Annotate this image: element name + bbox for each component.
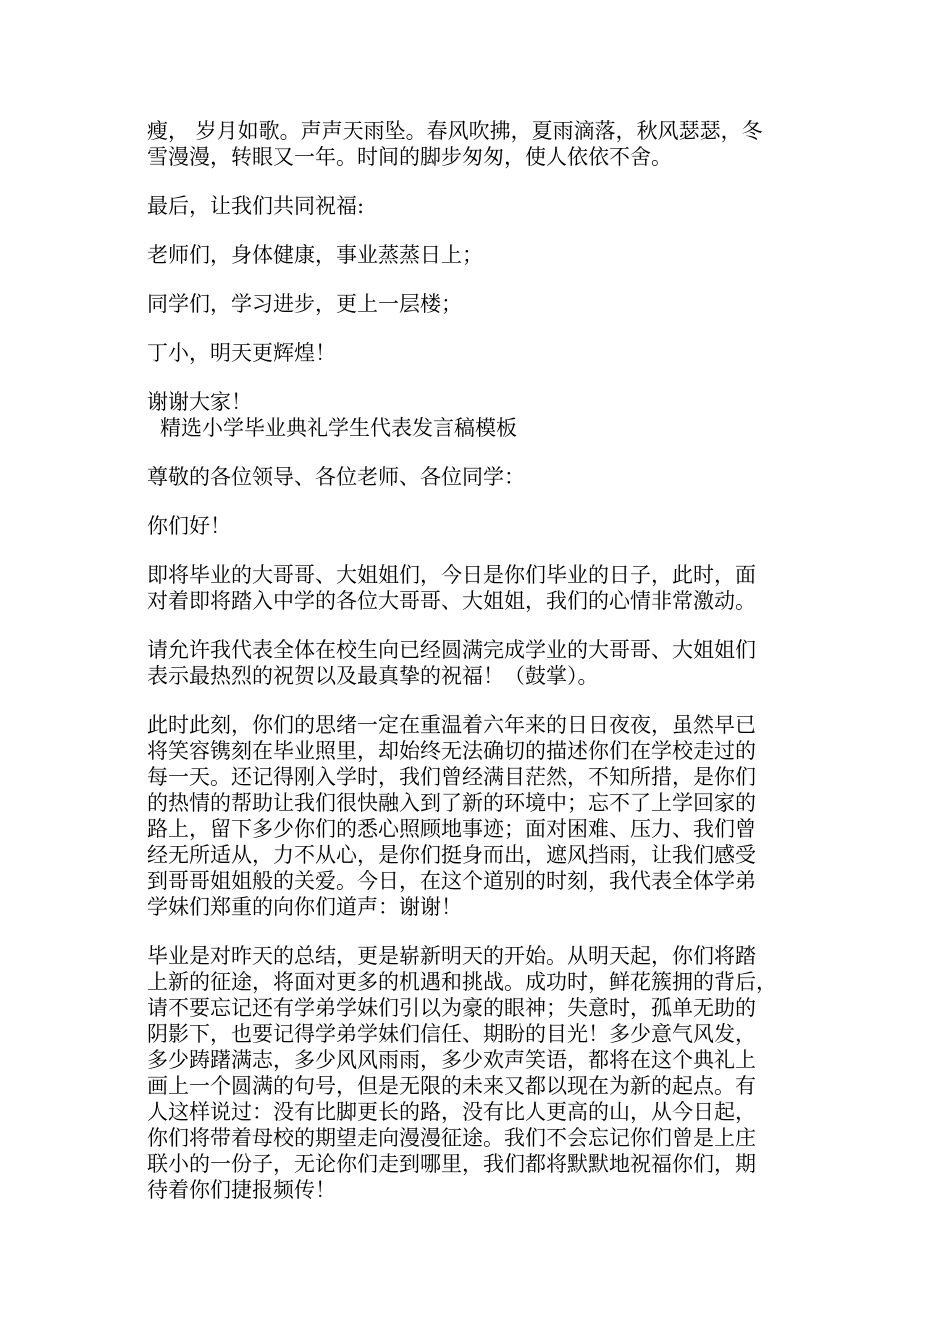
paragraph-line: 待着你们捷报频传！	[147, 1178, 336, 1202]
paragraph-line: 多少踌躇满志，多少风风雨雨，多少欢声笑语，都将在这个典礼上	[147, 1048, 756, 1072]
paragraph-line: 丁小，明天更辉煌！	[147, 341, 336, 365]
paragraph-line: 同学们，学习进步，更上一层楼；	[147, 292, 462, 316]
paragraph-line: 毕业是对昨天的总结，更是崭新明天的开始。从明天起，你们将踏	[147, 944, 756, 968]
paragraph-line: 联小的一份子，无论你们走到哪里，我们都将默默地祝福你们，期	[147, 1152, 756, 1176]
paragraph-line: 上新的征途，将面对更多的机遇和挑战。成功时，鲜花簇拥的背后，	[147, 970, 777, 994]
paragraph-line: 谢谢大家！	[147, 390, 252, 414]
paragraph-line: 请允许我代表全体在校生向已经圆满完成学业的大哥哥、大姐姐们	[147, 638, 756, 662]
paragraph-line: 每一天。还记得刚入学时，我们曾经满目茫然，不知所措，是你们	[147, 765, 756, 789]
paragraph-line: 瘦， 岁月如歌。声声天雨坠。春风吹拂，夏雨滴落，秋风瑟瑟，冬	[147, 119, 763, 143]
paragraph-line: 你们将带着母校的期望走向漫漫征途。我们不会忘记你们曾是上庄	[147, 1126, 756, 1150]
paragraph-line: 你们好！	[147, 514, 231, 538]
paragraph-line: 此时此刻，你们的思绪一定在重温着六年来的日日夜夜，虽然早已	[147, 713, 756, 737]
paragraph-line: 画上一个圆满的句号，但是无限的未来又都以现在为新的起点。有	[147, 1074, 756, 1098]
paragraph-line: 人这样说过：没有比脚更长的路，没有比人更高的山，从今日起，	[147, 1100, 756, 1124]
paragraph-line: 路上，留下多少你们的悉心照顾地事迹；面对困难、压力、我们曾	[147, 817, 756, 841]
paragraph-line: 对着即将踏入中学的各位大哥哥、大姐姐，我们的心情非常激动。	[147, 589, 756, 613]
paragraph-line: 到哥哥姐姐般的关爱。今日，在这个道别的时刻，我代表全体学弟	[147, 869, 756, 893]
paragraph-line: 尊敬的各位领导、各位老师、各位同学：	[147, 465, 525, 489]
paragraph-line: 表示最热烈的祝贺以及最真挚的祝福！（鼓掌）。	[147, 664, 599, 688]
document-page	[147, 118, 817, 1203]
paragraph-line: 最后，让我们共同祝福:	[147, 194, 365, 218]
paragraph-line: 的热情的帮助让我们很快融入到了新的环境中；忘不了上学回家的	[147, 791, 756, 815]
paragraph-line: 请不要忘记还有学弟学妹们引以为豪的眼神；失意时，孤单无助的	[147, 996, 756, 1020]
paragraph-line: 经无所适从，力不从心，是你们挺身而出，遮风挡雨，让我们感受	[147, 843, 756, 867]
paragraph-line: 雪漫漫，转眼又一年。时间的脚步匆匆，使人依依不舍。	[147, 145, 672, 169]
paragraph-line: 将笑容镌刻在毕业照里，却始终无法确切的描述你们在学校走过的	[147, 739, 756, 763]
paragraph-line: 阴影下，也要记得学弟学妹们信任、期盼的目光！多少意气风发，	[147, 1022, 756, 1046]
section-title: 精选小学毕业典礼学生代表发言稿模板	[160, 416, 517, 440]
paragraph-line: 老师们，身体健康，事业蒸蒸日上；	[147, 243, 483, 267]
paragraph-line: 即将毕业的大哥哥、大姐姐们，今日是你们毕业的日子，此时，面	[147, 563, 756, 587]
paragraph-line: 学妹们郑重的向你们道声：谢谢！	[147, 895, 462, 919]
